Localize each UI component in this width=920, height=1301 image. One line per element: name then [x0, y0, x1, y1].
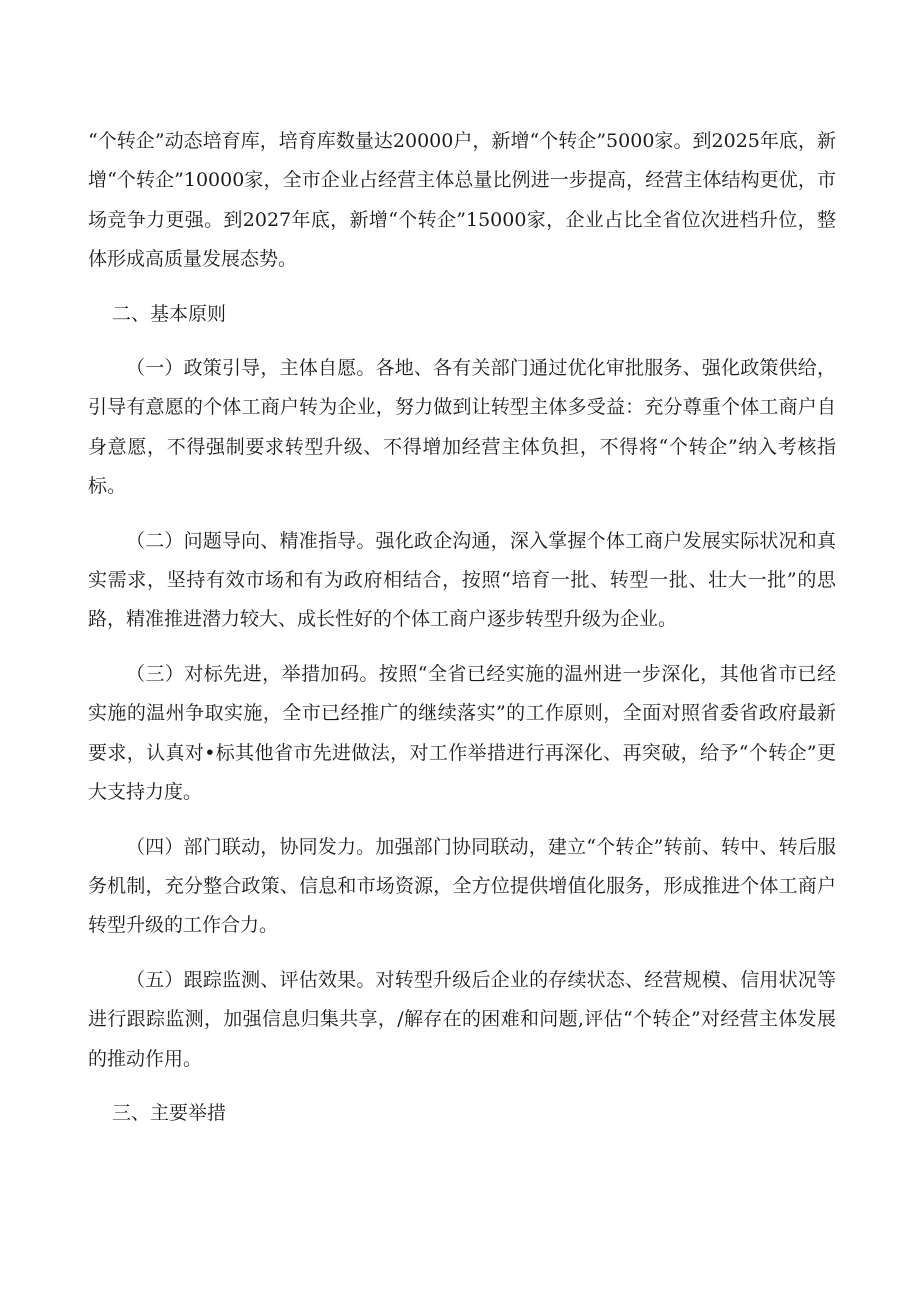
principle-paragraph-5: （五）跟踪监测、评估效果。对转型升级后企业的存续状态、经营规模、信用状况等进行跟踪监测，加强信息归集共享，/解存在的困难和问题,评估“个转企”对经营主体发展的推动作用。 [88, 968, 836, 1070]
section-heading-basic-principles: 二、基本原则 [112, 302, 227, 325]
intro-paragraph: “个转企”动态培育库，培育库数量达20000户，新增“个转企”5000家。到2025年底，新增“个转企”10000家，全市企业占经营主体总量比例进一步提高，经营主体结构更优，市场竞争力更强。到2027年底，新增“个转企”15000家，企业占比全省位次进档升位，整体形成高质量发展态势。 [88, 130, 836, 271]
section-heading-main-measures: 三、主要举措 [112, 1101, 227, 1124]
principle-paragraph-2: （二）问题导向、精准指导。强化政企沟通，深入掌握个体工商户发展实际状况和真实需求，坚持有效市场和有为政府相结合，按照“培育一批、转型一批、壮大一批”的思路，精准推进潜力较大、成长性好的个体工商户逐步转型升级为企业。 [88, 529, 836, 631]
principle-paragraph-3: （三）对标先进，举措加码。按照“全省已经实施的温州进一步深化，其他省市已经实施的温州争取实施，全市已经推广的继续落实”的工作原则，全面对照省委省政府最新要求，认真对•标其他省市先进做法，对工作举措进行再深化、再突破，给予“个转企”更大支持力度。 [88, 662, 836, 804]
document-body [88, 122, 836, 1148]
principle-paragraph-1: （一）政策引导，主体自愿。各地、各有关部门通过优化审批服务、强化政策供给，引导有意愿的个体工商户转为企业，努力做到让转型主体多受益：充分尊重个体工商户自身意愿，不得强制要求转型升级、不得增加经营主体负担，不得将“个转企”纳入考核指标。 [88, 357, 836, 498]
principle-paragraph-4: （四）部门联动，协同发力。加强部门协同联动，建立“个转企”转前、转中、转后服务机制，充分整合政策、信息和市场资源，全方位提供增值化服务，形成推进个体工商户转型升级的工作合力。 [88, 835, 836, 937]
